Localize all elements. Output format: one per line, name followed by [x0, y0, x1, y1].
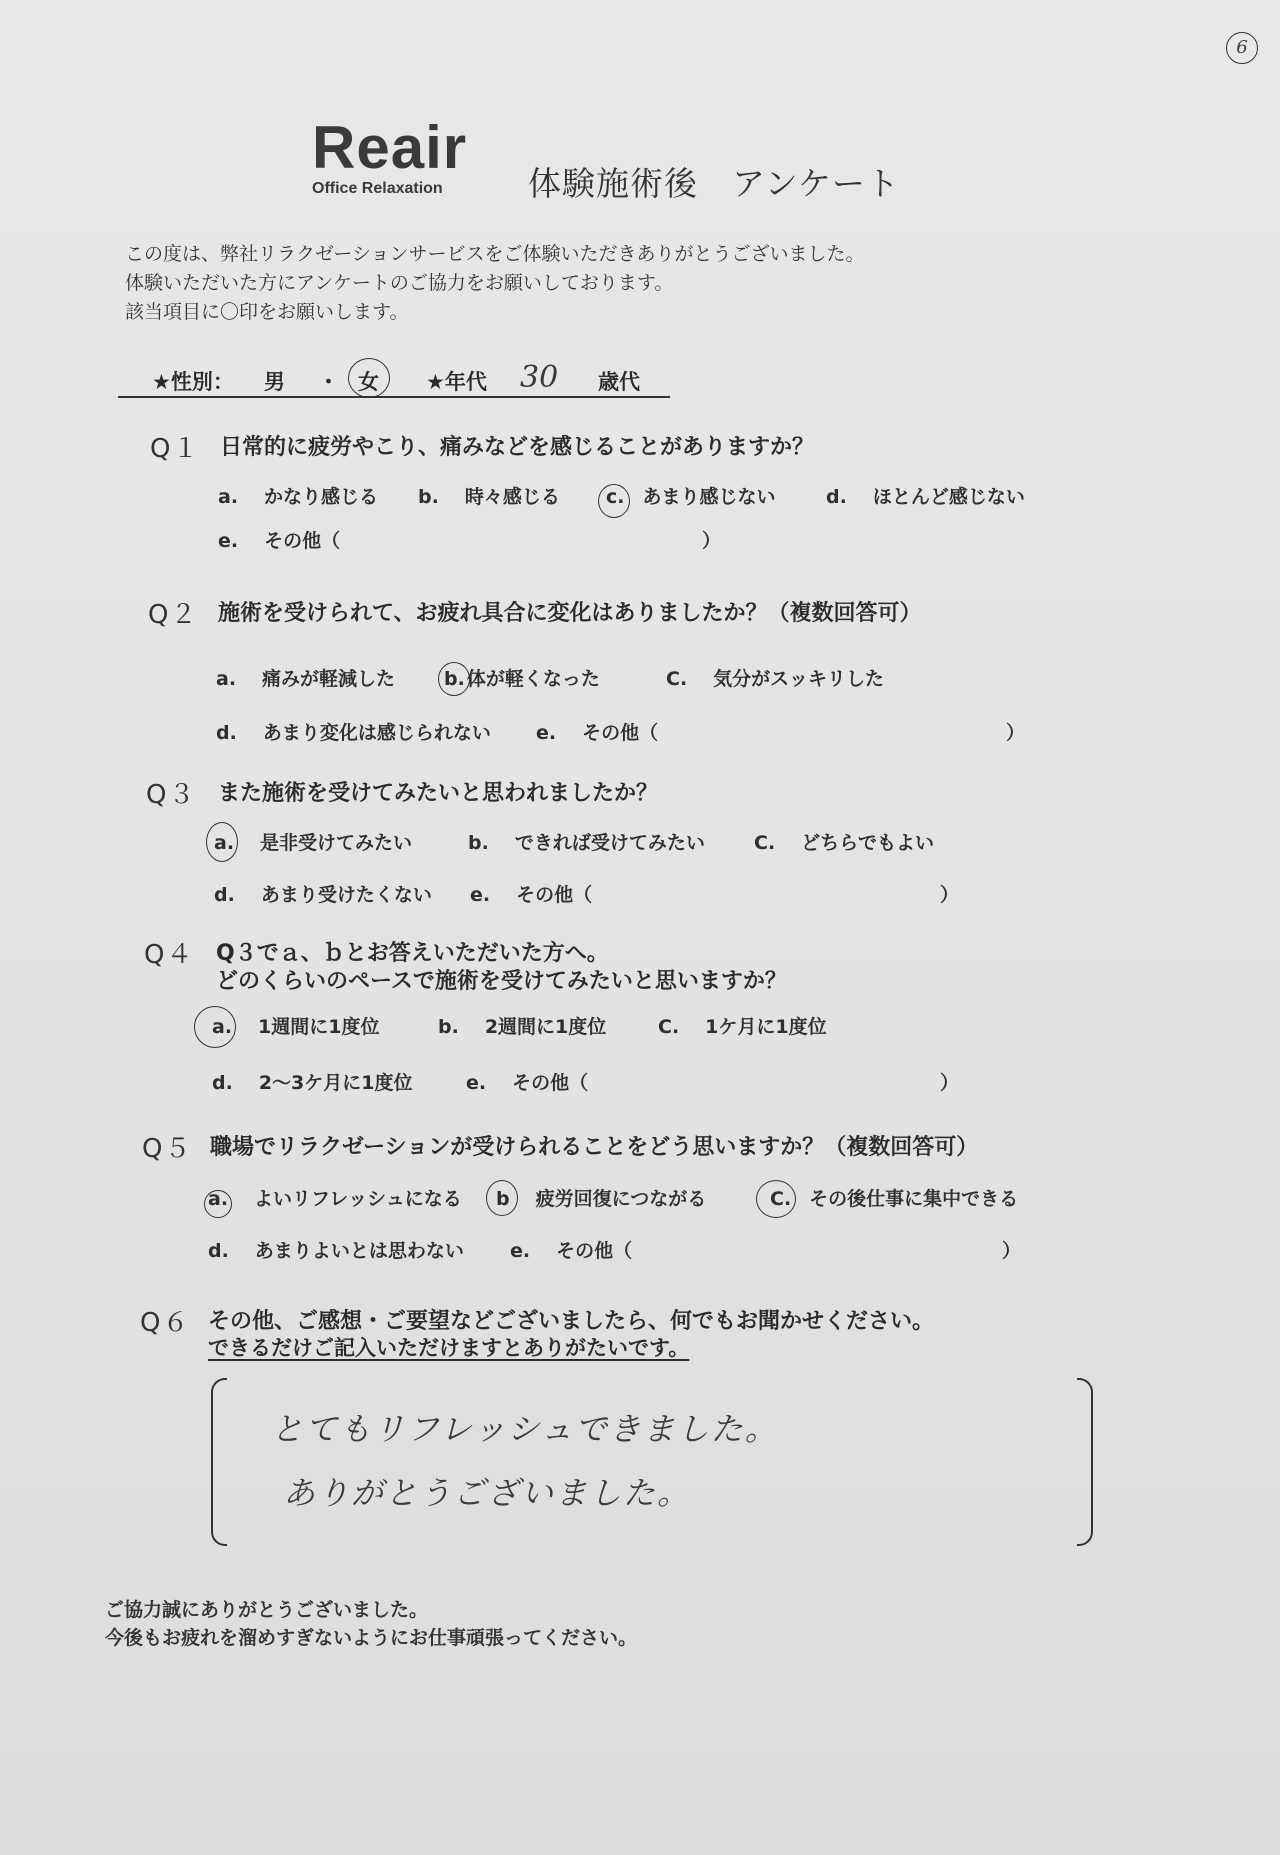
- option-label: あまり変化は感じられない: [262, 722, 491, 744]
- option-q4-d[interactable]: [212, 1068, 413, 1095]
- option-label: あまり受けたくない: [260, 884, 432, 906]
- option-q5-c[interactable]: [770, 1184, 1018, 1211]
- question-text: 施術を受けられて、お疲れ具合に変化はありましたか？（複数回答可）: [218, 601, 922, 626]
- option-key: e.: [536, 722, 557, 744]
- option-key: d.: [216, 722, 237, 744]
- option-q2-a[interactable]: [216, 664, 395, 691]
- option-key: d.: [212, 1072, 233, 1094]
- option-key: b.: [468, 832, 489, 854]
- question-note: できるだけご記入いただけますとありがたいです。: [208, 1336, 690, 1360]
- option-key: a.: [208, 1188, 229, 1210]
- option-key: e.: [218, 530, 239, 552]
- selection-circle: [348, 358, 390, 398]
- option-label: 体が軽くなった: [466, 668, 600, 690]
- option-q3-d[interactable]: [214, 880, 432, 907]
- option-key: a.: [212, 1016, 233, 1038]
- gender-option-female[interactable]: 女: [358, 370, 379, 394]
- option-q1-e[interactable]: [218, 526, 340, 553]
- page-number: 6: [1226, 32, 1258, 64]
- gender-option-male[interactable]: 男: [264, 370, 285, 394]
- close-paren: ）: [702, 530, 722, 552]
- age-label: ★年代: [426, 370, 487, 394]
- option-label: 時々感じる: [464, 486, 560, 508]
- option-label: その他（: [582, 722, 659, 744]
- option-key: d.: [214, 884, 235, 906]
- question-number: Q１: [150, 434, 201, 464]
- option-q4-e[interactable]: [466, 1068, 588, 1095]
- option-q1-c[interactable]: [606, 482, 776, 509]
- selection-circle: [598, 484, 630, 518]
- option-key: b.: [438, 1016, 459, 1038]
- option-label: その他（: [264, 530, 341, 552]
- option-key: e.: [470, 884, 491, 906]
- option-q2-c[interactable]: [666, 664, 884, 691]
- option-label: 是非受けてみたい: [260, 832, 413, 854]
- option-q5-d[interactable]: [208, 1236, 464, 1263]
- option-key: a.: [218, 486, 239, 508]
- question-number: Q３: [146, 780, 197, 810]
- bracket-right: [1077, 1378, 1093, 1546]
- option-q2-e[interactable]: [536, 718, 658, 745]
- comment-line: ありがとうございました。: [283, 1474, 692, 1512]
- question-text: その他、ご感想・ご要望などございましたら、何でもお聞かせください。: [208, 1309, 935, 1334]
- age-suffix: 歳代: [598, 370, 640, 394]
- option-label: ほとんど感じない: [872, 486, 1025, 508]
- option-key: b: [496, 1188, 510, 1210]
- option-label: かなり感じる: [264, 486, 379, 508]
- option-q1-b[interactable]: [418, 482, 560, 509]
- option-key: C.: [666, 668, 688, 690]
- option-label: その他（: [516, 884, 593, 906]
- option-q1-d[interactable]: [826, 482, 1025, 509]
- option-label: 疲労回復につながる: [535, 1188, 707, 1210]
- option-label: どちらでもよい: [801, 832, 934, 854]
- closing-line: 今後もお疲れを溜めすぎないようにお仕事頑張ってください。: [105, 1627, 638, 1649]
- option-label: 気分がスッキリした: [713, 668, 884, 690]
- selection-circle: [206, 822, 238, 862]
- gender-separator: ・: [318, 370, 339, 394]
- comment-line: とてもリフレッシュできました。: [271, 1410, 779, 1448]
- selection-circle: [438, 662, 470, 696]
- option-q5-a[interactable]: [208, 1184, 462, 1211]
- close-paren: ）: [1006, 722, 1026, 744]
- selection-circle: [486, 1180, 518, 1216]
- option-q5-b[interactable]: [496, 1184, 706, 1211]
- gender-label: ★性別：: [152, 370, 234, 394]
- option-q2-d[interactable]: [216, 718, 491, 745]
- intro-line: 該当項目に〇印をお願いします。: [125, 301, 409, 323]
- question-text-line2: どのくらいのペースで施術を受けてみたいと思いますか？: [216, 969, 787, 994]
- option-q3-e[interactable]: [470, 880, 592, 907]
- option-key: a.: [214, 832, 235, 854]
- comment-box[interactable]: [211, 1378, 1093, 1546]
- option-key: b.: [418, 486, 439, 508]
- question-number: Q５: [142, 1134, 193, 1164]
- option-label: その後仕事に集中できる: [809, 1188, 1019, 1210]
- option-label: 2〜3ケ月に1度位: [258, 1072, 413, 1094]
- age-value[interactable]: 30: [520, 360, 559, 395]
- option-key: c.: [606, 486, 625, 508]
- option-q1-a[interactable]: [218, 482, 378, 509]
- question-text: また施術を受けてみたいと思われましたか？: [218, 781, 659, 806]
- option-label: あまりよいとは思わない: [254, 1240, 464, 1262]
- close-paren: ）: [940, 884, 960, 906]
- question-number: Q６: [140, 1308, 191, 1338]
- option-label: 1週間に1度位: [258, 1016, 380, 1038]
- option-key: C.: [658, 1016, 680, 1038]
- option-key: C.: [770, 1188, 792, 1210]
- option-q3-c[interactable]: [754, 828, 934, 855]
- intro-line: この度は、弊社リラクゼーションサービスをご体験いただきありがとうございました。: [125, 243, 865, 265]
- bracket-left: [211, 1378, 227, 1546]
- option-key: d.: [208, 1240, 229, 1262]
- option-label: よいリフレッシュになる: [254, 1188, 462, 1210]
- option-key: C.: [754, 832, 776, 854]
- question-number: Q４: [144, 940, 195, 970]
- option-q3-b[interactable]: [468, 828, 705, 855]
- option-q4-c[interactable]: [658, 1012, 827, 1039]
- close-paren: ）: [1002, 1240, 1022, 1262]
- intro-line: 体験いただいた方にアンケートのご協力をお願いしております。: [125, 272, 674, 294]
- option-q5-e[interactable]: [510, 1236, 632, 1263]
- option-key: e.: [466, 1072, 487, 1094]
- option-label: その他（: [556, 1240, 633, 1262]
- option-q4-b[interactable]: [438, 1012, 606, 1039]
- option-key: d.: [826, 486, 847, 508]
- page-title: 体験施術後 アンケート: [528, 164, 901, 203]
- respondent-info: [118, 360, 670, 398]
- option-label: 2週間に1度位: [484, 1016, 607, 1038]
- logo-brand: Reair: [312, 114, 468, 181]
- closing-message: [105, 1596, 637, 1652]
- option-label: あまり感じない: [642, 486, 776, 508]
- option-label: その他（: [512, 1072, 589, 1094]
- option-label: 1ケ月に1度位: [705, 1016, 827, 1038]
- closing-line: ご協力誠にありがとうございました。: [105, 1599, 429, 1621]
- selection-circle: [756, 1180, 796, 1218]
- question-text: 職場でリラクゼーションが受けられることをどう思いますか？（複数回答可）: [210, 1135, 979, 1160]
- question-text: 日常的に疲労やこり、痛みなどを感じることがありますか？: [220, 435, 815, 460]
- option-label: 痛みが軽減した: [262, 668, 396, 690]
- selection-circle: [204, 1190, 232, 1218]
- option-q4-a[interactable]: [212, 1012, 380, 1039]
- option-label: できれば受けてみたい: [514, 832, 705, 854]
- selection-circle: [194, 1006, 236, 1048]
- close-paren: ）: [940, 1072, 960, 1094]
- option-q3-a[interactable]: [214, 828, 412, 855]
- question-text: Q３でａ、ｂとお答えいただいた方へ。: [216, 941, 609, 966]
- logo-tagline: Office Relaxation: [312, 180, 443, 197]
- option-key: a.: [216, 668, 237, 690]
- question-number: Q２: [148, 600, 199, 630]
- option-key: b.: [444, 668, 465, 690]
- intro-text: [125, 240, 864, 327]
- logo: [312, 114, 468, 198]
- option-key: e.: [510, 1240, 531, 1262]
